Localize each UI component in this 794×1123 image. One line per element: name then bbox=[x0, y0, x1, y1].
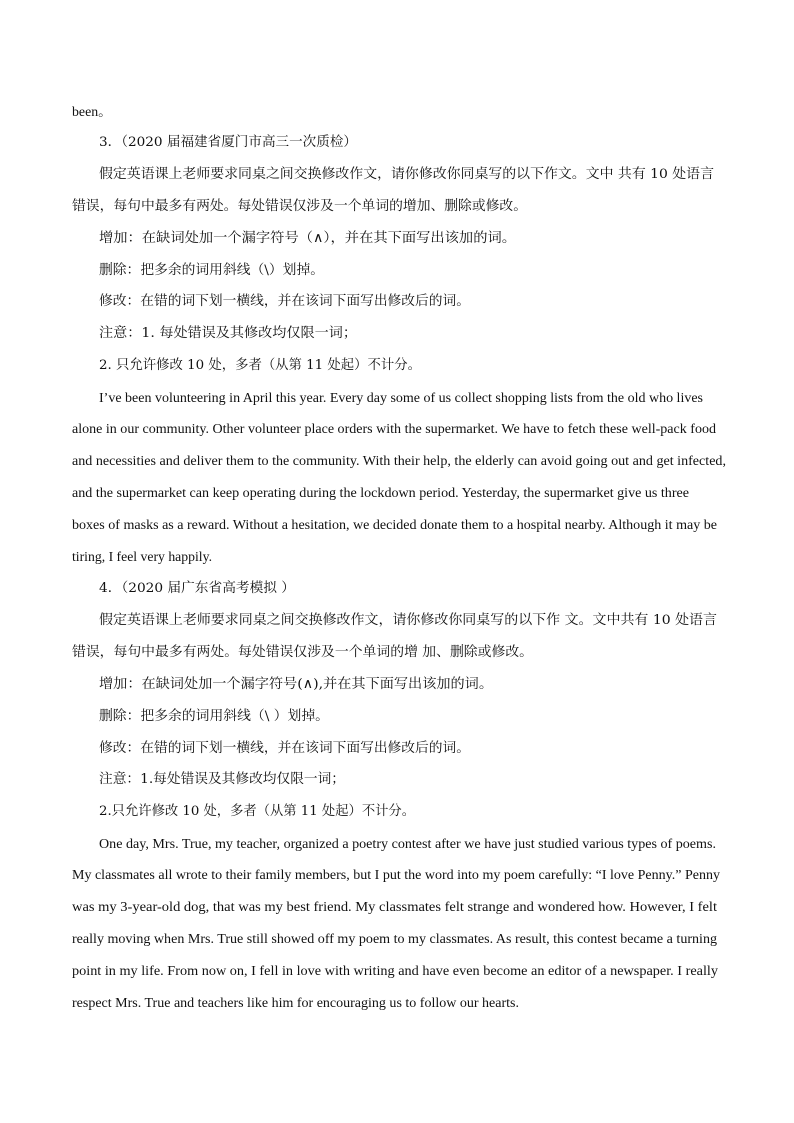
q4-rule-modify: 修改：在错的词下划一横线，并在该词下面写出修改后的词。 bbox=[99, 741, 470, 756]
q4-note-1: 注意：1.每处错误及其修改均仅限一词； bbox=[99, 772, 345, 787]
q3-essay-line: tiring, I feel very happily. bbox=[72, 549, 212, 564]
q4-instruction-line-2: 错误，每句中最多有两处。每处错误仅涉及一个单词的增 加、删除或修改。 bbox=[72, 645, 533, 660]
q4-essay-line: was my 3-year-old dog, that was my best friend. My classmates felt strange and wondered how. However, I felt bbox=[72, 899, 717, 914]
q3-essay-line: and the supermarket can keep operating during the lockdown period. Yesterday, the supermarket give us three bbox=[72, 485, 689, 500]
q3-rule-delete: 删除：把多余的词用斜线（\）划掉。 bbox=[99, 263, 324, 278]
q4-instruction-line-1: 假定英语课上老师要求同桌之间交换修改作文，请你修改你同桌写的以下作 文。文中共有 10 处语言 bbox=[99, 613, 717, 628]
q4-rule-add: 增加：在缺词处加一个漏字符号(∧),并在其下面写出该加的词。 bbox=[99, 677, 494, 692]
q3-essay-line: alone in our community. Other volunteer place orders with the supermarket. We have to fetch these well-pack food bbox=[72, 421, 716, 436]
q4-essay-line: respect Mrs. True and teachers like him for encouraging us to follow our hearts. bbox=[72, 995, 519, 1010]
q4-rule-delete: 删除：把多余的词用斜线（\ ）划掉。 bbox=[99, 709, 329, 724]
q3-essay-line: and necessities and deliver them to the community. With their help, the elderly can avoid going out and get infected, bbox=[72, 453, 726, 468]
q3-essay-line: boxes of masks as a reward. Without a hesitation, we decided donate them to a hospital nearby. Although it may be bbox=[72, 517, 717, 532]
q3-note-1: 注意：1. 每处错误及其修改均仅限一词； bbox=[99, 326, 357, 341]
q4-note-2: 2.只允许修改 10 处，多者（从第 11 处起）不计分。 bbox=[99, 804, 415, 819]
question-3-header: 3．（2020 届福建省厦门市高三一次质检） bbox=[99, 135, 357, 150]
q3-rule-modify: 修改：在错的词下划一横线，并在该词下面写出修改后的词。 bbox=[99, 294, 470, 309]
q4-essay-line: point in my life. From now on, I fell in love with writing and have even become an editor of a newspaper. I really bbox=[72, 963, 718, 978]
q4-essay-line: One day, Mrs. True, my teacher, organized a poetry contest after we have just studied various types of poems. bbox=[99, 836, 716, 851]
q3-essay-line: I’ve been volunteering in April this year. Every day some of us collect shopping lists from the old who lives bbox=[99, 390, 703, 405]
q4-essay-line: My classmates all wrote to their family members, but I put the word into my poem carefully: “I love Penny.” Penny bbox=[72, 867, 720, 882]
previous-question-tail: been。 bbox=[72, 104, 112, 119]
q3-instruction-line-2: 错误，每句中最多有两处。每处错误仅涉及一个单词的增加、删除或修改。 bbox=[72, 199, 527, 214]
q4-essay-line: really moving when Mrs. True still showed off my poem to my classmates. As result, this contest became a turning bbox=[72, 931, 717, 946]
q3-instruction-line-1: 假定英语课上老师要求同桌之间交换修改作文，请你修改你同桌写的以下作文。文中 共有 10 处语言 bbox=[99, 167, 714, 182]
q3-note-2: 2. 只允许修改 10 处，多者（从第 11 处起）不计分。 bbox=[99, 358, 421, 373]
question-4-header: 4．（2020 届广东省高考模拟 ） bbox=[99, 581, 295, 596]
q3-rule-add: 增加：在缺词处加一个漏字符号（∧），并在其下面写出该加的词。 bbox=[99, 231, 516, 246]
